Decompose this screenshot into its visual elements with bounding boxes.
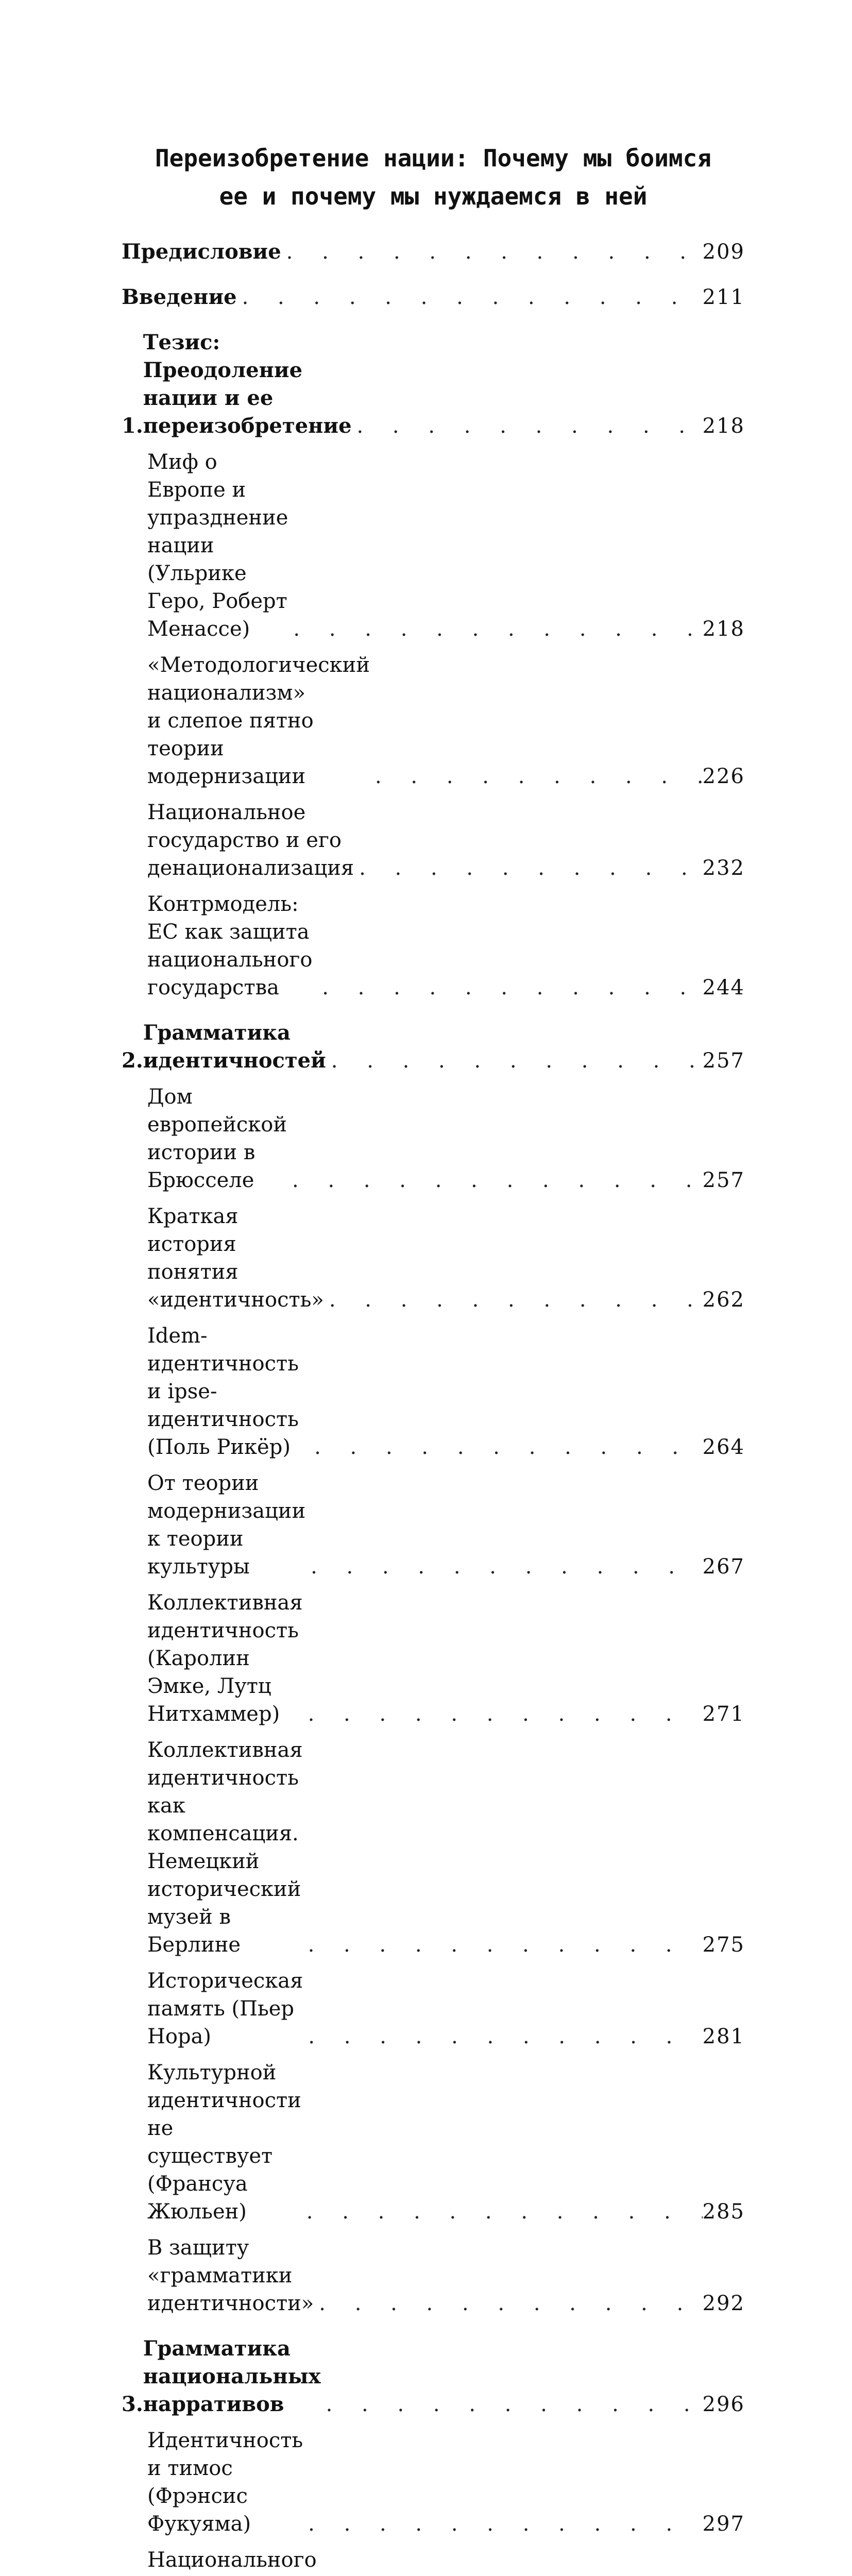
toc-entry-title-line: Коллективная идентичность (147, 1591, 303, 1642)
toc-entry-title-line: Немецкий исторический музей в Берлине (147, 1850, 301, 1957)
dot-leader (287, 1166, 703, 1194)
dot-leader (324, 1286, 703, 1314)
toc-entry-title-line: Грамматика идентичностей (143, 1021, 326, 1073)
toc-entry-title (147, 1322, 309, 1461)
toc-entry-title-line: Краткая история понятия «идентичность» (147, 1205, 324, 1312)
toc-entry[interactable] (122, 2335, 745, 2418)
toc-entry-page-number: 209 (702, 240, 745, 264)
toc-entry-title (147, 799, 354, 882)
page-title (122, 139, 745, 215)
toc-entry[interactable] (122, 1967, 745, 2050)
toc-entry-title-line: (Франсуа Жюльен) (147, 2172, 248, 2224)
toc-entry-title (143, 2335, 321, 2418)
toc-entry-title (147, 1469, 305, 1581)
toc-entry-page-number: 297 (702, 2512, 745, 2536)
toc-entry-title-line: Миф о Европе и упразднение нации (147, 450, 288, 557)
dot-leader (305, 1553, 703, 1581)
toc-entry-title-line: и слепое пятно теории модернизации (147, 709, 314, 788)
toc-entry-title-line: Национальное государство и его денационализация (147, 801, 354, 880)
toc-entry-title-line: Предисловие (122, 240, 281, 264)
toc-entry-page-number: 244 (702, 976, 745, 999)
toc-entry-number: 2. (122, 1048, 143, 1073)
dot-leader (281, 238, 703, 266)
toc-entry[interactable] (122, 1019, 745, 1075)
toc-entry-title-line: Коллективная идентичность как компенсация. (147, 1738, 303, 1845)
toc-entry-page-number: 226 (702, 765, 745, 788)
toc-entry-title (147, 448, 288, 643)
toc-entry-title-line: «Методологический национализм» (147, 653, 370, 705)
toc-entry-title (147, 890, 317, 1002)
toc-entry-page-number: 275 (702, 1933, 745, 1957)
toc-entry-title (122, 238, 281, 266)
toc-entry-page-number: 211 (702, 285, 745, 309)
toc-entry-title (147, 651, 370, 790)
dot-leader (321, 2391, 703, 2418)
toc-entry[interactable] (122, 2234, 745, 2317)
dot-leader (237, 283, 703, 311)
toc-entry-title-line: Идентичность и тимос (Фрэнсис Фукуяма) (147, 2429, 303, 2536)
toc-entry-page-number: 281 (702, 2025, 745, 2048)
toc-entry[interactable] (122, 2059, 745, 2226)
toc-entry-title-line: (Ульрике Геро, Роберт Менассе) (147, 562, 287, 641)
toc-entry-page-number: 262 (702, 1288, 745, 1312)
dot-leader (303, 2023, 702, 2050)
table-of-contents (122, 238, 745, 2576)
dot-leader (303, 2510, 703, 2538)
dot-leader (354, 854, 703, 882)
toc-entry-title (122, 283, 237, 311)
toc-entry-title (143, 329, 352, 440)
toc-entry-title (147, 2234, 314, 2317)
toc-entry[interactable] (122, 329, 745, 440)
toc-entry[interactable] (122, 238, 745, 266)
dot-leader (314, 2290, 702, 2317)
toc-entry-title-line: Национального (147, 2548, 317, 2572)
toc-entry[interactable] (122, 2546, 745, 2576)
dot-leader (317, 974, 702, 1002)
toc-entry-title-line: Idem-идентичность и ipse-идентичность (Поль Рикёр) (147, 1324, 299, 1459)
toc-entry-title (147, 1967, 303, 2050)
toc-entry-title (147, 2059, 301, 2226)
toc-entry-page-number: 257 (702, 1168, 745, 1192)
toc-entry[interactable] (122, 1202, 745, 1314)
toc-page (122, 139, 745, 2576)
toc-entry-title-line: (Каролин Эмке, Лутц Нитхаммер) (147, 1647, 280, 1726)
dot-leader (352, 412, 703, 440)
toc-entry-number: 1. (122, 414, 143, 438)
toc-entry-title-line: От теории модернизации к теории культуры (147, 1471, 306, 1579)
dot-leader (370, 762, 703, 790)
toc-entry-title-line: Культурной идентичности не существует (147, 2061, 301, 2168)
toc-entry[interactable] (122, 1589, 745, 1728)
toc-entry-page-number: 218 (702, 617, 745, 641)
toc-entry-title-line: Введение (122, 285, 237, 309)
dot-leader (303, 1931, 703, 1959)
toc-entry-number: 3. (122, 2392, 143, 2416)
toc-entry-page-number: 292 (702, 2292, 745, 2315)
dot-leader (288, 615, 702, 643)
toc-entry[interactable] (122, 890, 745, 1002)
toc-entry[interactable] (122, 448, 745, 643)
toc-entry-page-number: 296 (702, 2393, 745, 2416)
page-title-line-2: ее и почему мы нуждаемся в ней (219, 182, 647, 210)
toc-entry[interactable] (122, 651, 745, 790)
toc-entry-page-number: 285 (702, 2200, 745, 2224)
toc-entry-title (147, 1736, 303, 1959)
toc-entry[interactable] (122, 2427, 745, 2538)
toc-entry[interactable] (122, 1736, 745, 1959)
toc-entry-page-number: 264 (702, 1435, 745, 1459)
toc-entry-page-number: 267 (702, 1555, 745, 1579)
toc-entry-page-number: 232 (702, 856, 745, 880)
dot-leader (309, 1433, 703, 1461)
toc-entry[interactable] (122, 1083, 745, 1194)
toc-entry-title-line: Историческая память (Пьер Нора) (147, 1969, 303, 2048)
toc-entry-title (147, 2427, 303, 2538)
dot-leader (303, 1700, 703, 1728)
toc-entry-title-line: Грамматика национальных нарративов (143, 2336, 321, 2416)
toc-entry-page-number: 218 (702, 414, 745, 438)
toc-entry[interactable] (122, 1322, 745, 1461)
toc-entry-page-number: 257 (702, 1049, 745, 1073)
toc-entry[interactable] (122, 283, 745, 311)
toc-entry-page-number: 271 (702, 1702, 745, 1726)
dot-leader (301, 2198, 703, 2226)
toc-entry-title-line: Тезис: Преодоление нации и ее переизобретение (143, 330, 352, 438)
toc-entry[interactable] (122, 799, 745, 882)
toc-entry-title-line: Контрмодель: ЕС как защита национального государства (147, 892, 313, 999)
toc-entry-title-line: В защиту «грамматики идентичности» (147, 2236, 314, 2315)
toc-entry-title (147, 1083, 287, 1194)
toc-entry-title (143, 1019, 326, 1075)
toc-entry-title (147, 1202, 324, 1314)
toc-entry-title-line: Дом европейской истории в Брюсселе (147, 1085, 287, 1192)
toc-entry-title (147, 2546, 317, 2576)
page-title-line-1: Переизобретение нации: Почему мы боимся (155, 144, 712, 172)
toc-entry[interactable] (122, 1469, 745, 1581)
toc-entry-title (147, 1589, 303, 1728)
dot-leader (326, 1047, 703, 1075)
